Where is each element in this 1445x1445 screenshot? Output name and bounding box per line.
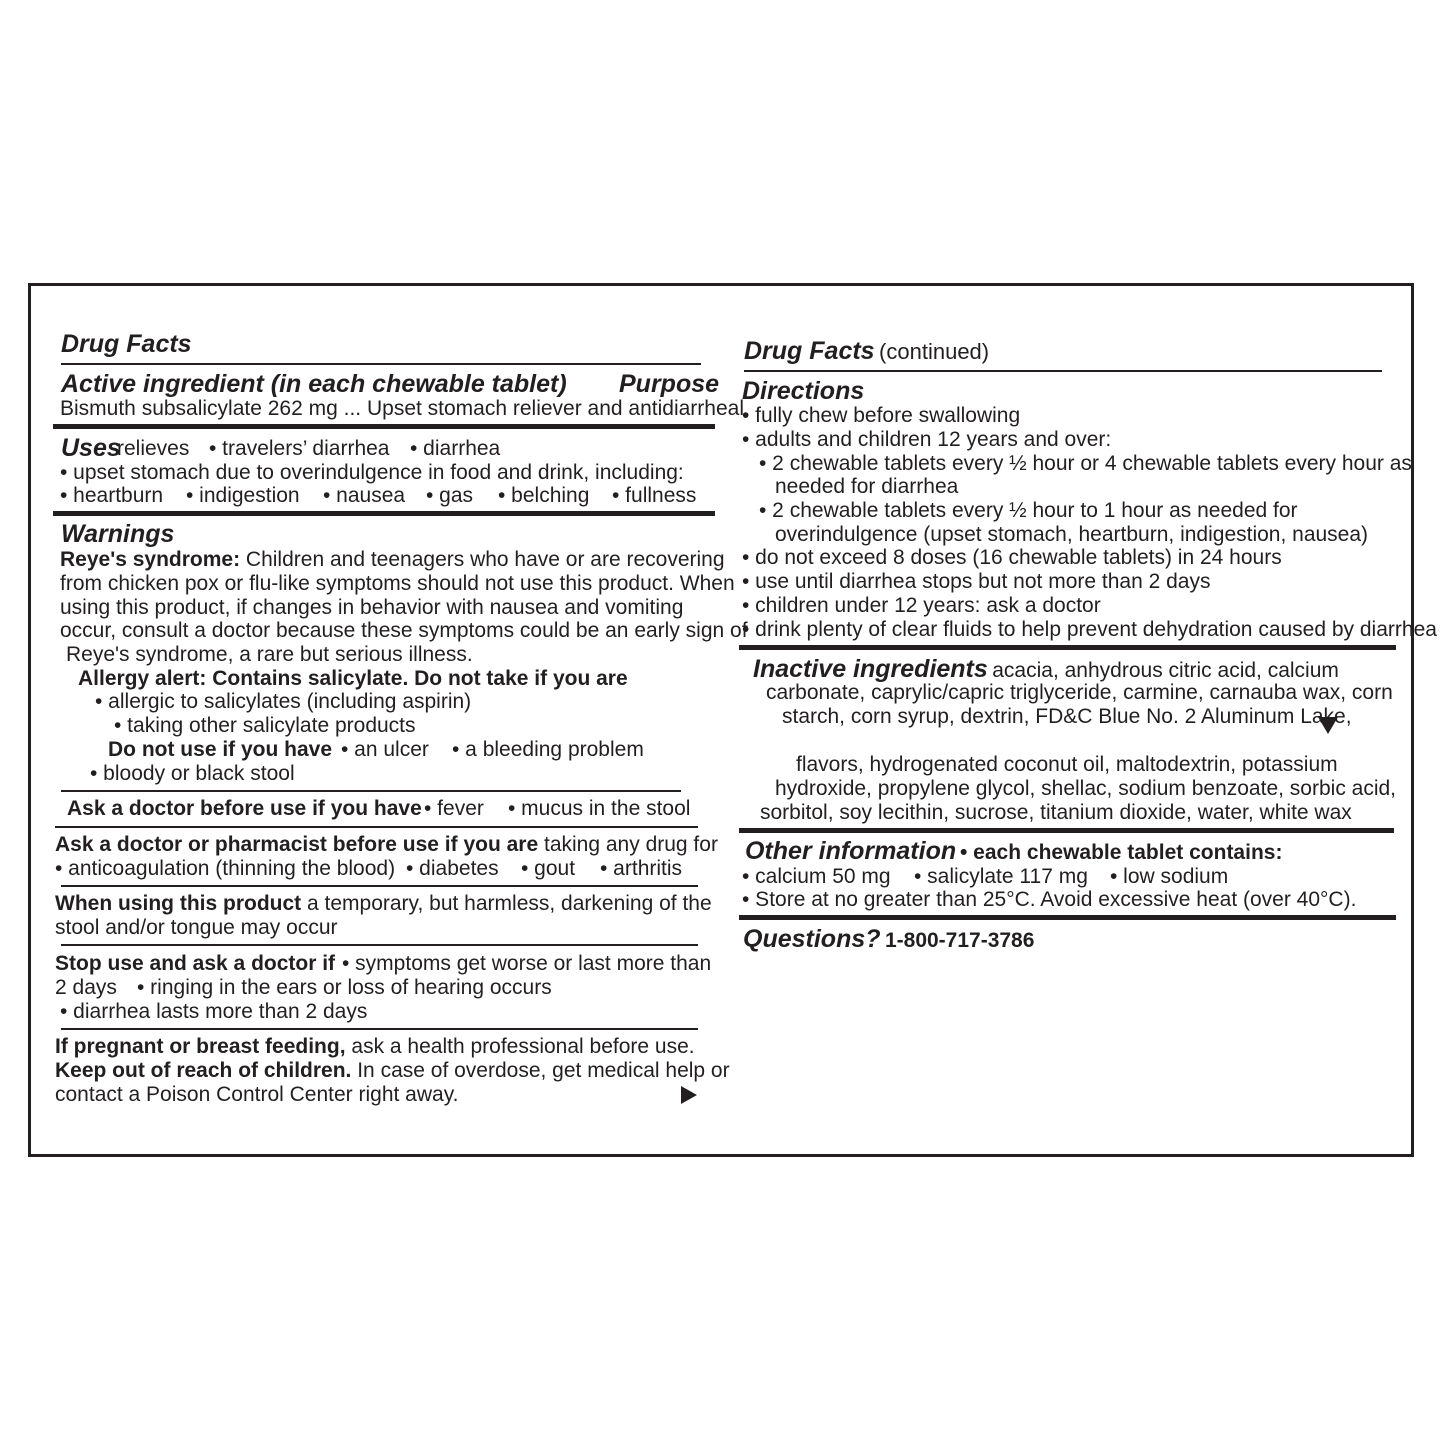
right-title-suffix: (continued) [879,339,990,364]
stop-use-text: 2 days [55,976,117,999]
when-using-text: a temporary, but harmless, darkening of the [307,892,712,915]
divider [739,828,1394,833]
warnings-heading: Warnings [61,520,175,548]
other-info-item: • salicylate 117 mg [914,865,1088,888]
allergy-item: • taking other salicylate products [114,714,416,737]
left-title: Drug Facts [61,330,192,358]
questions-phone[interactable]: 1-800-717-3786 [884,929,1035,952]
other-info-item: • low sodium [1110,865,1229,888]
directions-item: • drink plenty of clear fluids to help prevent dehydration caused by diarrhea [742,618,1437,641]
reye-text: from chicken pox or flu-like symptoms should not use this product. When [60,572,735,595]
keep-out-label: Keep out of reach of children. [55,1059,352,1082]
triangle-down-icon [1318,717,1338,734]
inactive-heading: Inactive ingredients [753,655,988,683]
other-info-item: • calcium 50 mg [742,865,891,888]
divider [739,915,1396,920]
divider [53,511,715,516]
allergy-alert: Allergy alert: Contains salicylate. Do not take if you are [78,667,628,690]
reye-line [60,548,725,572]
directions-text: needed for diarrhea [775,475,959,498]
directions-item: • children under 12 years: ask a doctor [742,594,1101,617]
when-using-text: stool and/or tongue may occur [55,916,338,939]
do-not-use-item: • a bleeding problem [452,738,644,761]
right-title: Drug Facts [744,337,875,365]
stop-use-item: • ringing in the ears or loss of hearing occurs [137,976,552,999]
divider [61,944,698,946]
do-not-use-item: • bloody or black stool [90,762,295,785]
stop-use-item: • symptoms get worse or last more than [342,952,712,975]
inactive-text: hydroxide, propylene glycol, shellac, sodium benzoate, sorbic acid, [775,777,1397,800]
uses-item: • gas [426,484,474,507]
do-not-use-item: • an ulcer [341,738,429,761]
ask-pharmacist-text: taking any drug for [544,833,718,856]
directions-item: • adults and children 12 years and over: [742,428,1112,451]
divider [739,645,1396,650]
divider [61,1028,698,1030]
pregnant-label: If pregnant or breast feeding, [55,1035,346,1058]
do-not-use-label: Do not use if you have [108,738,333,761]
other-info-label: • each chewable tablet contains: [960,841,1283,864]
directions-text: overindulgence (upset stomach, heartburn, indigestion, nausea) [775,523,1369,546]
uses-item: • indigestion [186,484,300,507]
uses-item: • nausea [323,484,406,507]
inactive-text: starch, corn syrup, dextrin, FD&C Blue No. 2 Aluminum Lake, [782,705,1352,728]
directions-item: • 2 chewable tablets every ½ hour to 1 hour as needed for [759,499,1298,522]
ask-doctor-label: Ask a doctor before use if you have [67,797,422,820]
questions-heading: Questions? [743,925,881,953]
uses-intro: relieves [117,437,190,460]
inactive-text: flavors, hydrogenated coconut oil, maltodextrin, potassium [796,753,1338,776]
reye-label: Reye's syndrome: [60,548,241,571]
stop-use-label: Stop use and ask a doctor if [55,952,336,975]
directions-item: • do not exceed 8 doses (16 chewable tablets) in 24 hours [742,546,1282,569]
when-using-line [55,892,712,916]
ask-pharmacist-item: • arthritis [600,857,683,880]
keep-out-text: contact a Poison Control Center right away. [55,1083,459,1106]
ask-pharmacist-item: • diabetes [406,857,499,880]
ask-pharmacist-line [55,833,718,857]
allergy-item: • allergic to salicylates (including aspirin) [95,690,472,713]
uses-item: • travelers’ diarrhea [209,437,390,460]
ask-pharmacist-item: • anticoagulation (thinning the blood) [55,857,396,880]
divider [61,885,698,887]
right-title-line [744,337,989,365]
pregnant-text: ask a health professional before use. [351,1035,695,1058]
directions-item: • fully chew before swallowing [742,404,1021,427]
other-info-heading: Other information [745,837,957,865]
keep-out-text: In case of overdose, get medical help or [357,1059,730,1082]
reye-text: Reye's syndrome, a rare but serious illness. [66,643,473,666]
active-ingredient-line: Bismuth subsalicylate 262 mg ... Upset stomach reliever and antidiarrheal [60,397,744,420]
divider [744,370,1382,372]
divider [61,790,681,792]
questions-line [743,925,1034,953]
uses-item: • heartburn [60,484,164,507]
uses-item: • belching [498,484,590,507]
directions-item: • use until diarrhea stops but not more than 2 days [742,570,1211,593]
other-info-item: • Store at no greater than 25°C. Avoid excessive heat (over 40°C). [742,888,1357,911]
directions-heading: Directions [742,377,865,405]
reye-text: Children and teenagers who have or are recovering [245,548,725,571]
divider [61,363,701,365]
inactive-text: carbonate, caprylic/capric triglyceride, carmine, carnauba wax, corn [766,681,1393,704]
inactive-text: sorbitol, soy lecithin, sucrose, titanium dioxide, water, white wax [760,801,1352,824]
active-ingredient-heading: Active ingredient (in each chewable tablet) [61,370,567,398]
purpose-heading: Purpose [619,370,720,398]
uses-heading: Uses [61,434,121,462]
uses-item: • diarrhea [410,437,501,460]
pregnant-line [55,1035,695,1059]
keep-out-line [55,1059,730,1083]
triangle-right-icon [681,1086,697,1104]
ask-doctor-item: • mucus in the stool [508,797,691,820]
reye-text: occur, consult a doctor because these symptoms could be an early sign of [60,619,748,642]
ask-pharmacist-item: • gout [521,857,576,880]
uses-line: • upset stomach due to overindulgence in food and drink, including: [60,461,684,484]
inactive-line [753,655,1339,683]
inactive-text: acacia, anhydrous citric acid, calcium [992,659,1339,682]
stop-use-item: • diarrhea lasts more than 2 days [60,1000,368,1023]
when-using-label: When using this product [55,892,302,915]
reye-text: using this product, if changes in behavior with nausea and vomiting [60,596,684,619]
divider [53,424,715,429]
ask-pharmacist-label: Ask a doctor or pharmacist before use if you are [55,833,539,856]
ask-doctor-item: • fever [424,797,484,820]
directions-item: • 2 chewable tablets every ½ hour or 4 chewable tablets every hour as [759,452,1412,475]
uses-item: • fullness [612,484,697,507]
divider [55,826,698,828]
